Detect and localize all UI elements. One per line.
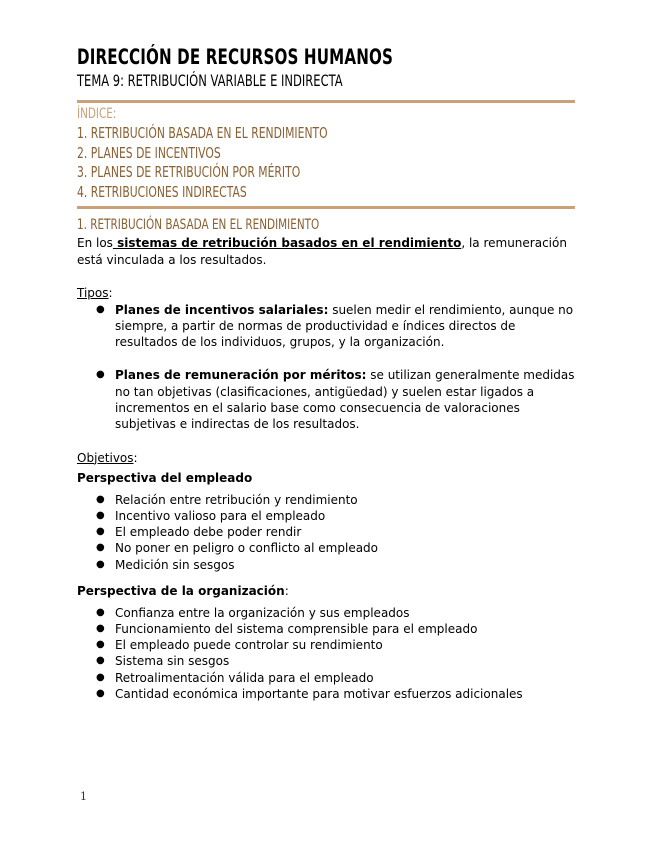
tipos-list — [77, 302, 577, 433]
toc-item: 4. RETRIBUCIONES INDIRECTAS — [77, 182, 247, 201]
bullet-icon: ● — [96, 526, 105, 538]
bullet-icon: ● — [96, 606, 105, 618]
intro-suffix: , la remuneración está vinculada a los resultados. — [77, 236, 567, 267]
objetivos-label: Objetivos: — [77, 450, 138, 465]
toc-title: ÍNDICE: — [77, 106, 117, 122]
bullet-icon: ● — [96, 493, 105, 505]
list-item: ● El empleado debe poder rendir — [96, 525, 302, 540]
list-item: ● Confianza entre la organización y sus empleados — [96, 605, 410, 620]
bullet-icon: ● — [96, 558, 105, 570]
list-item: ● Funcionamiento del sistema comprensible para el empleado — [96, 621, 478, 636]
bullet-icon: ● — [96, 509, 105, 521]
bullet-icon: ● — [96, 639, 105, 651]
bullet-icon: ● — [96, 303, 105, 315]
list-item: ● Sistema sin sesgos — [96, 654, 230, 669]
toc-item: 1. RETRIBUCIÓN BASADA EN EL RENDIMIENTO — [77, 124, 328, 142]
bullet-icon: ● — [96, 655, 105, 667]
bullet-icon: ● — [96, 369, 105, 381]
list-item: ● Cantidad económica importante para motivar esfuerzos adicionales — [96, 687, 523, 702]
list-item: ● Relación entre retribución y rendimiento — [96, 492, 358, 507]
page-number: 1 — [80, 790, 87, 803]
employee-perspective-list — [77, 492, 577, 573]
section-heading: 1. RETRIBUCIÓN BASADA EN EL RENDIMIENTO — [77, 217, 320, 233]
document-title: DIRECCIÓN DE RECURSOS HUMANOS — [77, 45, 394, 69]
document-page — [77, 44, 577, 702]
list-item: ● Medición sin sesgos — [96, 557, 235, 572]
bullet-icon: ● — [96, 688, 105, 700]
list-item: ● El empleado puede controlar su rendimiento — [96, 638, 383, 653]
table-of-contents — [77, 105, 577, 202]
intro-prefix: En los — [77, 236, 113, 250]
organization-perspective-list — [77, 605, 577, 703]
list-item: ● Incentivo valioso para el empleado — [96, 508, 326, 523]
bullet-icon: ● — [96, 542, 105, 554]
bullet-icon: ● — [96, 622, 105, 634]
list-item: ● Retroalimentación válida para el empleado — [96, 670, 374, 685]
bullet-icon: ● — [96, 671, 105, 683]
list-item: ● Planes de remuneración por méritos: se utilizan generalmente medidas no tan objetivas (clasificaciones, antigüedad) y suelen estar ligados a incrementos en el salario base como consecuencia de valoraciones subjetivas e indirectas de los resultados. — [96, 368, 575, 432]
intro-paragraph — [77, 235, 577, 268]
list-item: ● Planes de incentivos salariales: suelen medir el rendimiento, aunque no siempre, a partir de normas de productividad e índices directos de resultados de los individuos, grupos, y la organización. — [96, 302, 574, 350]
tipos-label: Tipos: — [77, 286, 113, 300]
document-subtitle: TEMA 9: RETRIBUCIÓN VARIABLE E INDIRECTA — [77, 71, 343, 90]
list-item: ● No poner en peligro o conflicto al empleado — [96, 541, 379, 556]
employee-perspective-heading: Perspectiva del empleado — [77, 471, 253, 486]
organization-perspective-heading: Perspectiva de la organización: — [77, 584, 289, 599]
toc-divider — [77, 206, 575, 209]
intro-key-term: sistemas de retribución basados en el rendimiento — [112, 236, 462, 250]
toc-item: 2. PLANES DE INCENTIVOS — [77, 143, 221, 162]
header-divider — [77, 100, 575, 103]
toc-item: 3. PLANES DE RETRIBUCIÓN POR MÉRITO — [77, 163, 301, 181]
